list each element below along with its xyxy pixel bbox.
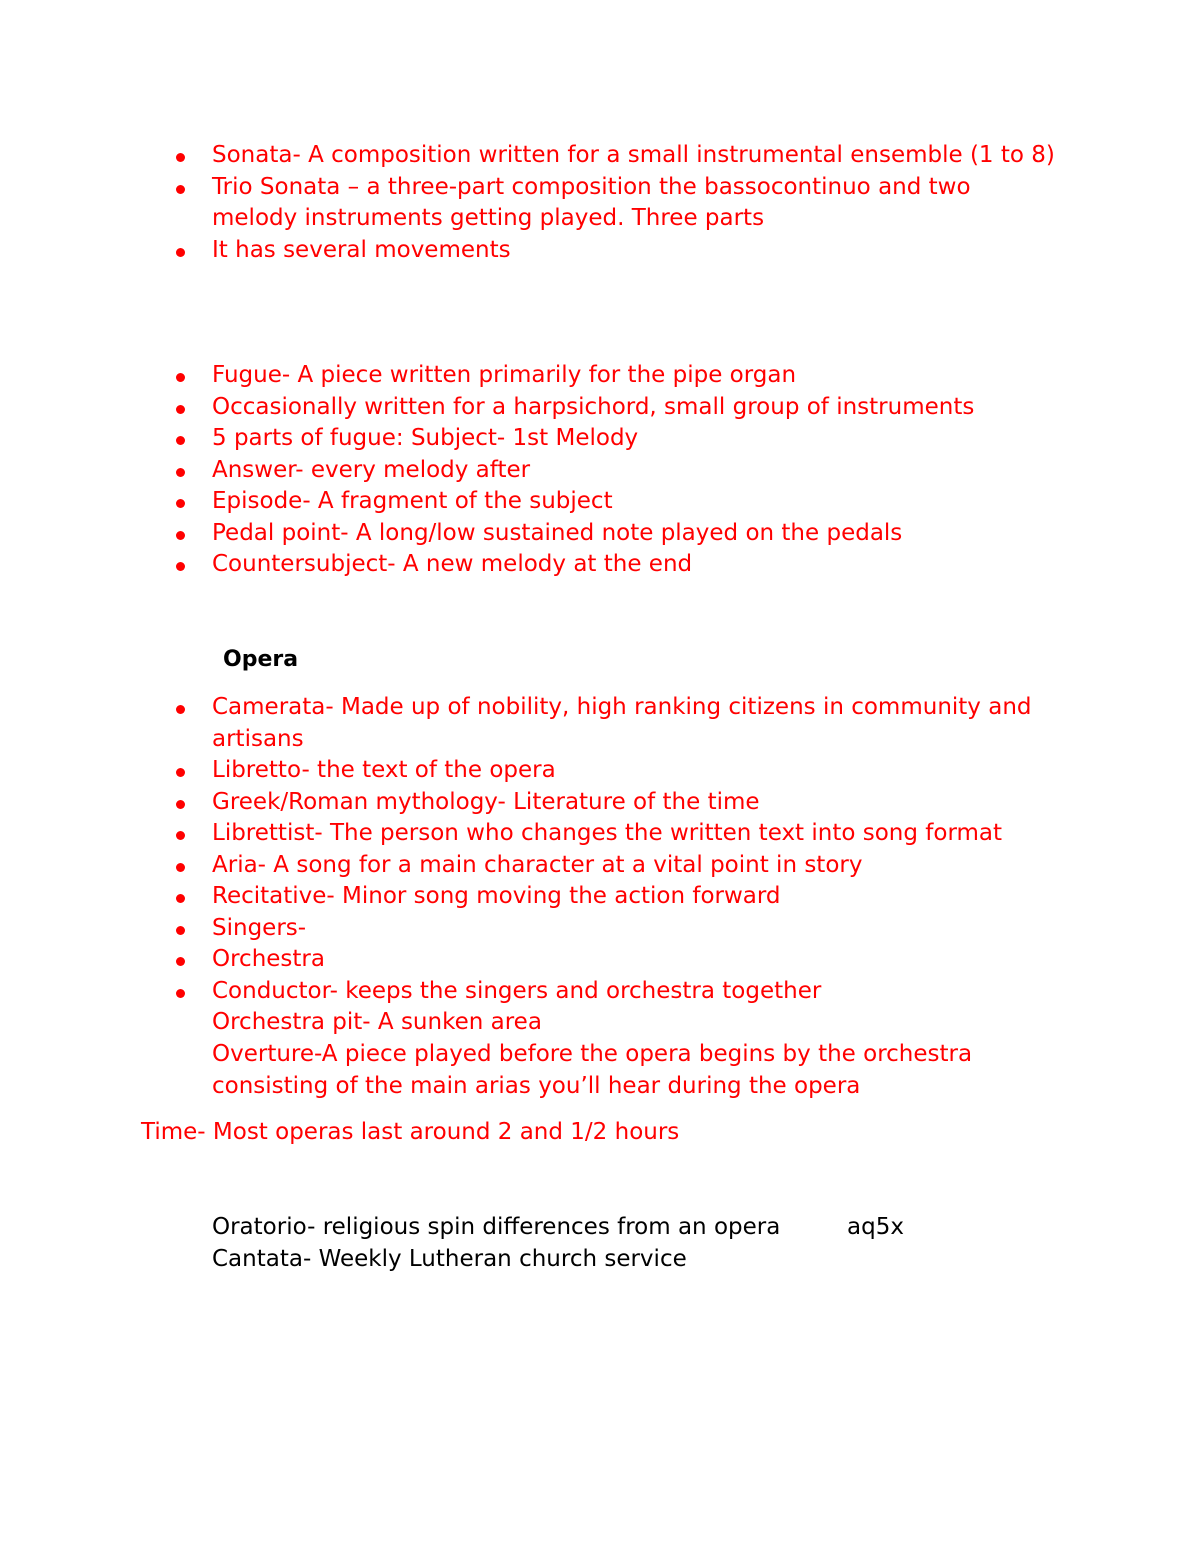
list-item <box>0 976 1200 1008</box>
list-item <box>0 755 1200 787</box>
opera-continued-line: consisting of the main arias you’ll hear during the opera <box>212 1073 861 1099</box>
bullet-icon <box>176 248 185 257</box>
list-item <box>0 455 1200 487</box>
list-item-text: Fugue- A piece written primarily for the pipe organ <box>212 362 797 388</box>
bullet-icon <box>176 831 185 840</box>
list-item-text: It has several movements <box>212 236 511 263</box>
list-item-text: Aria- A song for a main character at a vital point in story <box>212 851 863 878</box>
list-item-text: Orchestra <box>212 946 325 972</box>
list-item-text: Sonata- A composition written for a small instrumental ensemble (1 to 8) <box>212 142 1055 168</box>
list-item <box>0 518 1200 550</box>
list-item-text: Trio Sonata – a three-part composition the bassocontinuo and two melody instruments getting played. Three parts <box>212 173 971 231</box>
list-item-text: Librettist- The person who changes the written text into song format <box>212 820 1003 846</box>
list-item <box>0 818 1200 850</box>
list-item-text: Recitative- Minor song moving the action forward <box>212 883 781 909</box>
bullet-icon <box>176 768 185 777</box>
list-item-text: Greek/Roman mythology- Literature of the time <box>212 788 760 815</box>
bullet-icon <box>176 531 185 540</box>
bullet-icon <box>176 863 185 872</box>
list-item <box>0 692 1200 755</box>
list-item <box>0 423 1200 455</box>
opera-heading: Opera <box>223 647 299 672</box>
list-item <box>0 881 1200 913</box>
sonata-list <box>0 140 1200 266</box>
list-item-text: Answer- every melody after <box>212 456 531 483</box>
bullet-icon <box>176 499 185 508</box>
list-item <box>0 944 1200 976</box>
bullet-icon <box>176 957 185 966</box>
document-tag: aq5x <box>847 1214 904 1240</box>
list-item-text: Episode- A fragment of the subject <box>212 488 613 514</box>
list-item <box>0 486 1200 518</box>
bullet-icon <box>176 185 185 194</box>
bullet-icon <box>176 468 185 477</box>
list-item-text: 5 parts of fugue: Subject- 1st Melody <box>212 425 639 451</box>
list-item <box>0 913 1200 945</box>
oratorio-line: Oratorio- religious spin differences from an opera <box>212 1214 781 1240</box>
list-item <box>0 360 1200 392</box>
bullet-icon <box>176 894 185 903</box>
opera-continued-line: Overture-A piece played before the opera begins by the orchestra <box>212 1041 973 1067</box>
bullet-icon <box>176 373 185 382</box>
opera-continued-line: Orchestra pit- A sunken area <box>212 1009 542 1035</box>
list-item <box>0 392 1200 424</box>
bullet-icon <box>176 405 185 414</box>
bullet-icon <box>176 926 185 935</box>
list-item-text: Libretto- the text of the opera <box>212 757 556 783</box>
list-item-text: Countersubject- A new melody at the end <box>212 551 693 577</box>
list-item <box>0 172 1200 235</box>
bullet-icon <box>176 800 185 809</box>
list-item <box>0 787 1200 819</box>
cantata-line: Cantata- Weekly Lutheran church service <box>212 1246 687 1272</box>
list-item-text: Occasionally written for a harpsichord, small group of instruments <box>212 393 975 420</box>
list-item-text: Camerata- Made up of nobility, high ranking citizens in community and artisans <box>212 694 1032 752</box>
bullet-icon <box>176 705 185 714</box>
list-item <box>0 140 1200 172</box>
list-item-text: Pedal point- A long/low sustained note played on the pedals <box>212 519 903 546</box>
list-item <box>0 549 1200 581</box>
oratorio-cantata-block <box>212 1211 780 1275</box>
opera-list <box>0 692 1200 1007</box>
list-item-text: Singers- <box>212 914 307 941</box>
list-item <box>0 850 1200 882</box>
bullet-icon <box>176 436 185 445</box>
list-item <box>0 235 1200 267</box>
list-item-text: Conductor- keeps the singers and orchestra together <box>212 977 822 1004</box>
bullet-icon <box>176 153 185 162</box>
bullet-icon <box>176 562 185 571</box>
bullet-icon <box>176 989 185 998</box>
time-note: Time- Most operas last around 2 and 1/2 hours <box>141 1119 680 1145</box>
fugue-list <box>0 360 1200 581</box>
